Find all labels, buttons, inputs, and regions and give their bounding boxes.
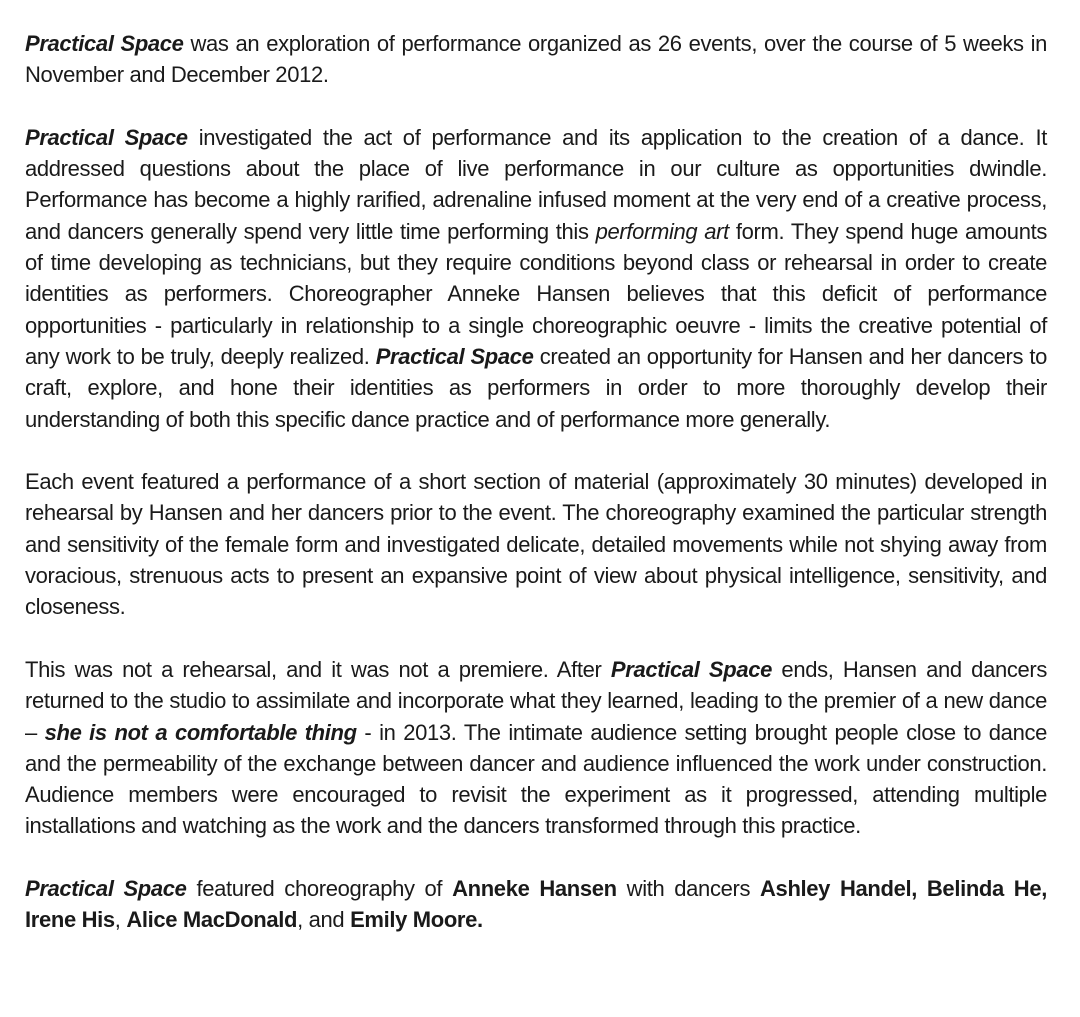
paragraph-investigation: [25, 122, 1047, 435]
separator: ,: [911, 876, 927, 902]
paragraph-credits: [25, 873, 1047, 936]
title-emphasis: Practical Space: [610, 656, 772, 682]
paragraph-text: investigated the act of performance and its application to the creation of a dance. It addressed questions about the place of live performance in our culture as opportunities dwindle. Performance has become a highly rarified, adrenaline infused moment at the very end of a creative process, and dancers generally spend very little time performing this: [25, 124, 1047, 244]
title-emphasis: Practical Space: [25, 876, 187, 902]
new-work-title: she is not a comfortable thing: [44, 719, 357, 745]
paragraph-text: created an opportunity for Hansen and her dancers to craft, explore, and hone their identities as performers in order to more thoroughly develop their understanding of both this specific dance practice and of performance more generally.: [25, 343, 1047, 432]
choreographer-name: Anneke Hansen: [452, 876, 617, 902]
dancer-name: Emily Moore.: [350, 907, 483, 933]
paragraph-outcome: [25, 654, 1047, 842]
paragraph-text: with dancers: [616, 876, 761, 902]
paragraph-text: featured choreography of: [186, 876, 453, 902]
title-emphasis: Practical Space: [25, 124, 188, 150]
paragraph-text: Each event featured a performance of a short section of material (approximately 30 minutes) developed in rehearsal by Hansen and her dancers prior to the event. The choreography examined the particular strength and sensitivity of the female form and investigated delicate, detailed movements while not shying away from voracious, strenuous acts to present an expansive point of view about physical intelligence, sensitivity, and closeness.: [25, 469, 1047, 620]
dancer-name: Ashley Handel: [760, 876, 912, 902]
italic-phrase: performing art: [595, 218, 729, 244]
dancer-name: Belinda He,: [926, 876, 1047, 902]
paragraph-intro: [25, 28, 1047, 91]
separator: , and: [297, 907, 351, 933]
paragraph-text: - in 2013. The intimate audience setting brought people close to dance and the permeability of the exchange between dancer and audience influenced the work under construction. Audience members were encouraged to revisit the experiment as it progressed, attending multiple installations and watching as the work and the dancers transformed through this practice.: [25, 719, 1047, 839]
paragraph-text: This was not a rehearsal, and it was not a premiere. After: [25, 656, 611, 682]
dancer-name: Alice MacDonald: [126, 907, 298, 933]
title-emphasis: Practical Space: [25, 31, 184, 56]
title-emphasis: Practical Space: [375, 343, 534, 369]
separator: ,: [114, 907, 127, 933]
paragraph-text: form. They spend huge amounts of time developing as technicians, but they require conditions beyond class or rehearsal in order to create identities as performers. Choreographer Anneke Hansen believes that this deficit of performance opportunities - particularly in relationship to a single choreographic oeuvre - limits the creative potential of any work to be truly, deeply realized.: [25, 218, 1047, 369]
document-body: [25, 28, 1047, 936]
paragraph-events: [25, 466, 1047, 622]
paragraph-text: was an exploration of performance organized as 26 events, over the course of 5 weeks in November and December 2012.: [25, 31, 1047, 88]
dancer-name: Irene His: [25, 907, 115, 933]
paragraph-text: ends, Hansen and dancers returned to the studio to assimilate and incorporate what they learned, leading to the premier of a new dance –: [25, 656, 1048, 745]
